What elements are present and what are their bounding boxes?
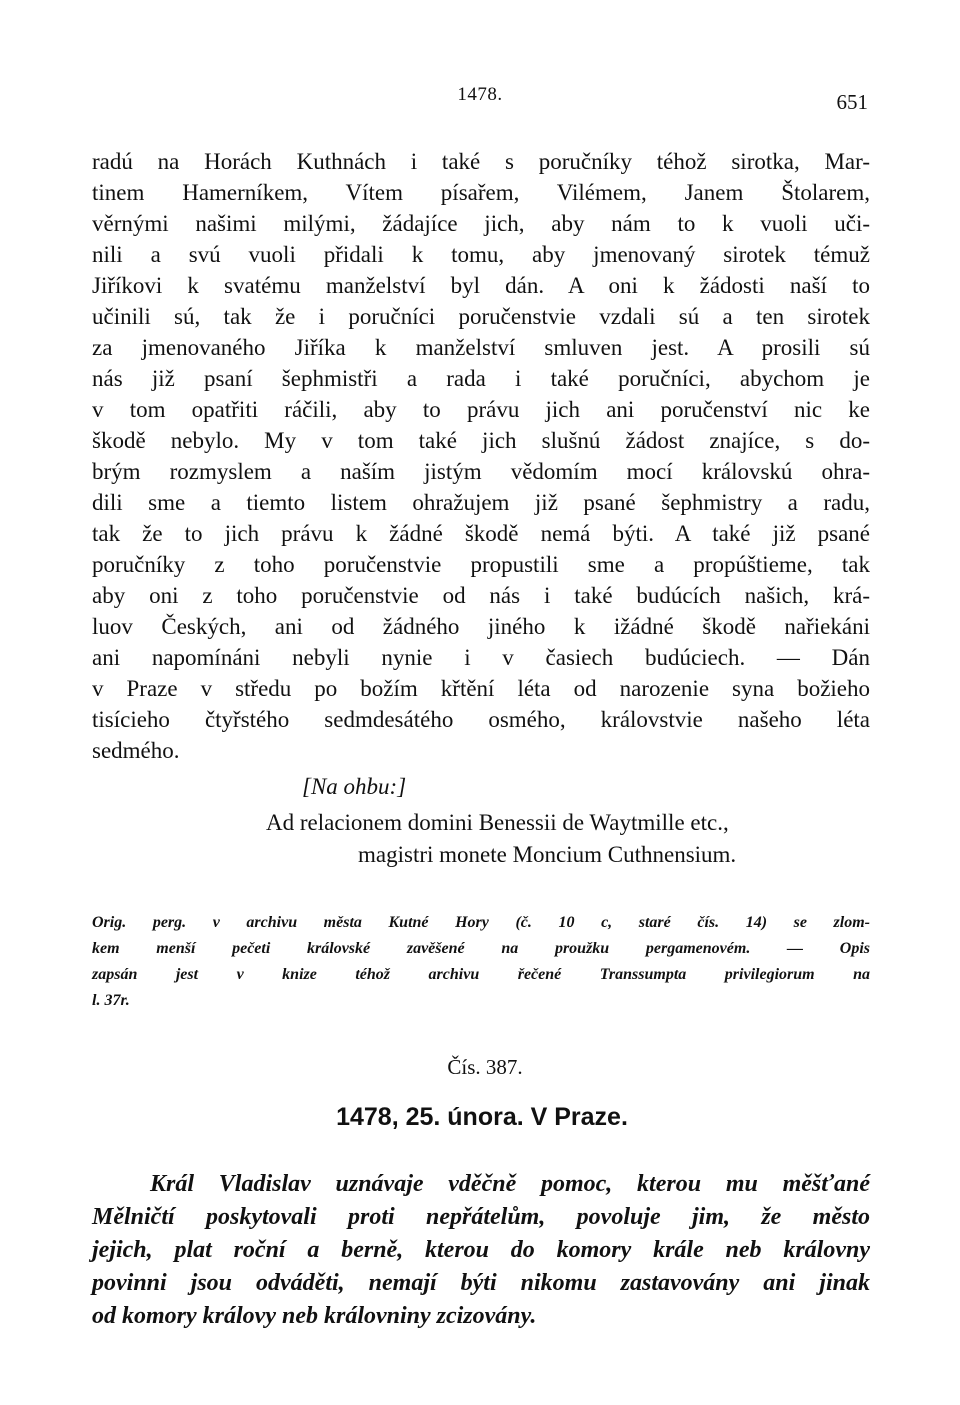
note-line: kem menší pečeti královské zavěšené na proužku pergamenovém. — Opis [92, 940, 870, 957]
document-summary [92, 1168, 870, 1333]
body-line: radú na Horách Kuthnách i také s poručníky téhož sirotka, Mar- [92, 149, 870, 174]
body-line: Jiříkovi k svatému manželství byl dán. A oni k žádosti naší to [92, 273, 870, 298]
summary-line: Král Vladislav uznávaje vděčně pomoc, kterou mu měšťané [150, 1171, 870, 1197]
body-line: věrnými našimi milými, žádajíce jich, aby nám to k vuoli uči- [92, 211, 870, 236]
body-line: sedmého. [92, 738, 180, 763]
body-line: tinem Hamerníkem, Vítem písařem, Vilémem, Janem Štolarem, [92, 180, 870, 205]
body-line: za jmenovaného Jiříka k manželství smluven jest. A prosili sú [92, 335, 870, 360]
endorsement-line: Ad relacionem domini Benessii de Waytmille etc., [266, 810, 729, 835]
endorsement-label: [Na ohbu:] [302, 774, 407, 799]
page-number: 651 [836, 90, 868, 114]
summary-line: jejich, plat roční a berně, kterou do komory krále neb královny [92, 1237, 870, 1263]
body-line: nili a svú vuoli přidali k tomu, aby jmenovaný sirotek témuž [92, 242, 870, 267]
source-note [92, 910, 870, 1014]
summary-line: povinni jsou odváděti, nemají býti nikomu zastavovány ani jinak [92, 1270, 870, 1296]
document-number: Čís. 387. [447, 1055, 523, 1079]
note-line: l. 37r. [92, 992, 130, 1009]
body-line: v tom opatřiti ráčili, aby to právu jich ani poručenství nic ke [92, 397, 870, 422]
body-line: v Praze v středu po božím křtění léta od narozenie syna božieho [92, 676, 870, 701]
body-line: škodě nebylo. My v tom také jich slušnú žádost znajíce, s do- [92, 428, 870, 453]
document-date-heading: 1478, 25. února. V Praze. [336, 1103, 628, 1131]
body-line: aby oni z toho poručenstvie od nás i také budúcích našich, krá- [92, 583, 870, 608]
summary-line: od komory královy neb královniny zcizovány. [92, 1303, 537, 1329]
summary-line: Mělničtí poskytovali proti nepřátelům, povoluje jim, že město [92, 1204, 870, 1230]
body-line: poručníky z toho poručenstvie propustili sme a propúštieme, tak [92, 552, 870, 577]
body-line: tak že to jich právu k žádné škodě nemá býti. A také již psané [92, 521, 870, 546]
body-line: učinili sú, tak že i poručníci poručenstvie vzdali sú a ten sirotek [92, 304, 870, 329]
body-line: dili sme a tiemto listem ohražujem již psané šephmistry a radu, [92, 490, 870, 515]
body-line: tisícieho čtyřstého sedmdesátého osmého, královstvie našeho léta [92, 707, 870, 732]
body-line: brým rozmyslem a naším jistým vědomím mocí královskú ohra- [92, 459, 870, 484]
body-line: nás již psaní šephmistři a rada i také poručníci, abychom je [92, 366, 870, 391]
charter-body-text [92, 146, 870, 766]
note-line: zapsán jest v knize téhož archivu řečené Transsumpta privilegiorum na [92, 966, 870, 983]
note-line: Orig. perg. v archivu města Kutné Hory (č. 10 c, staré čís. 14) se zlom- [92, 914, 870, 931]
endorsement-line: magistri monete Moncium Cuthnensium. [358, 842, 737, 867]
body-line: luov Českých, ani od žádného jiného k ižádné škodě nařiekáni [92, 614, 870, 639]
running-header-year: 1478. [457, 84, 503, 105]
body-line: ani napomínáni nebyli nynie i v časiech budúciech. — Dán [92, 645, 870, 670]
